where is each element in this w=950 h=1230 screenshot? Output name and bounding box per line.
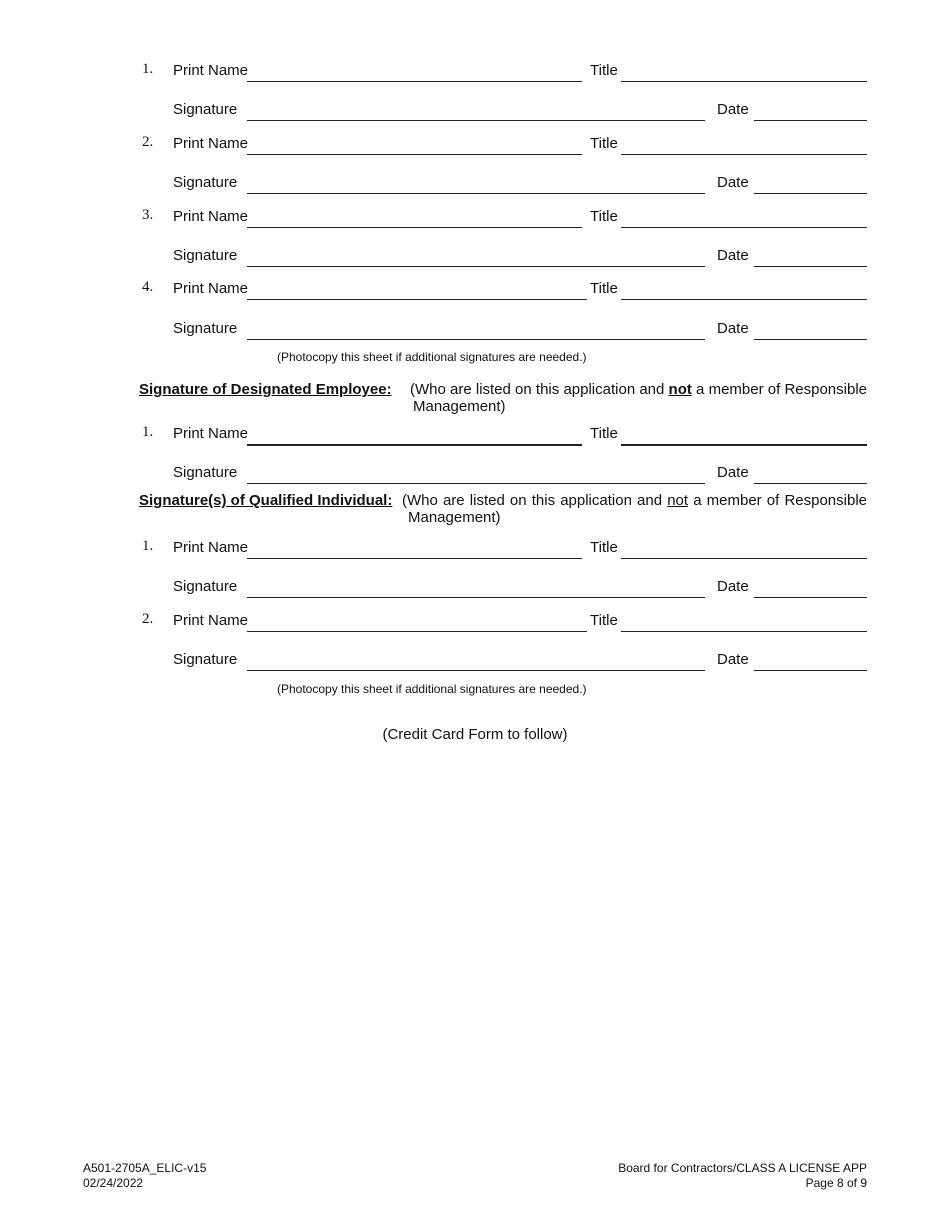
print-name-field[interactable] bbox=[247, 299, 587, 300]
signature-field[interactable] bbox=[247, 483, 705, 484]
footer-right bbox=[618, 1161, 867, 1191]
date-field[interactable] bbox=[754, 670, 867, 671]
designated-employee-heading: Signature of Designated Employee: bbox=[139, 381, 392, 398]
title-field[interactable] bbox=[621, 444, 867, 446]
print-name-field[interactable] bbox=[247, 81, 582, 82]
signature-field[interactable] bbox=[247, 266, 705, 267]
signature-field[interactable] bbox=[247, 339, 705, 340]
title-label: Title bbox=[590, 280, 618, 297]
date-field[interactable] bbox=[754, 266, 867, 267]
title-label: Title bbox=[590, 539, 618, 556]
date-label: Date bbox=[717, 651, 749, 668]
date-field[interactable] bbox=[754, 120, 867, 121]
date-field[interactable] bbox=[754, 339, 867, 340]
title-label: Title bbox=[590, 612, 618, 629]
title-label: Title bbox=[590, 425, 618, 442]
signature-label: Signature bbox=[173, 247, 238, 264]
qualified-individual-description: (Who are listed on this application and not a member of Responsible Management) bbox=[402, 492, 867, 526]
page-number: Page 8 of 9 bbox=[805, 1176, 867, 1190]
signature-label: Signature bbox=[173, 101, 238, 118]
entry-number: 1. bbox=[142, 61, 154, 77]
signature-label: Signature bbox=[173, 651, 238, 668]
signature-label: Signature bbox=[173, 578, 238, 595]
signature-field[interactable] bbox=[247, 670, 705, 671]
date-label: Date bbox=[717, 320, 749, 337]
date-field[interactable] bbox=[754, 193, 867, 194]
entry-number: 4. bbox=[142, 279, 154, 295]
entry-number: 1. bbox=[142, 424, 154, 440]
print-name-label: Print Name bbox=[173, 612, 249, 629]
title-label: Title bbox=[590, 62, 618, 79]
entry-number: 1. bbox=[142, 538, 154, 554]
print-name-label: Print Name bbox=[173, 208, 249, 225]
board-name: Board for Contractors/CLASS A LICENSE APP bbox=[618, 1161, 867, 1175]
date-label: Date bbox=[717, 578, 749, 595]
signature-field[interactable] bbox=[247, 193, 705, 194]
print-name-field[interactable] bbox=[247, 154, 582, 155]
credit-card-note: (Credit Card Form to follow) bbox=[382, 726, 568, 743]
entry-number: 2. bbox=[142, 134, 154, 150]
entry-number: 2. bbox=[142, 611, 154, 627]
print-name-label: Print Name bbox=[173, 280, 249, 297]
title-field[interactable] bbox=[621, 227, 867, 228]
title-label: Title bbox=[590, 135, 618, 152]
date-field[interactable] bbox=[754, 483, 867, 484]
photocopy-note: (Photocopy this sheet if additional signatures are needed.) bbox=[277, 682, 587, 696]
signature-field[interactable] bbox=[247, 120, 705, 121]
print-name-label: Print Name bbox=[173, 135, 249, 152]
title-field[interactable] bbox=[621, 631, 867, 632]
designated-employee-description: (Who are listed on this application and not a member of Responsible Management) bbox=[410, 381, 867, 415]
title-field[interactable] bbox=[621, 81, 867, 82]
photocopy-note: (Photocopy this sheet if additional signatures are needed.) bbox=[277, 350, 587, 364]
date-label: Date bbox=[717, 464, 749, 481]
title-field[interactable] bbox=[621, 299, 867, 300]
print-name-field[interactable] bbox=[247, 444, 582, 446]
date-label: Date bbox=[717, 101, 749, 118]
signature-label: Signature bbox=[173, 320, 238, 337]
form-date: 02/24/2022 bbox=[83, 1176, 144, 1190]
form-id: A501-2705A_ELIC-v15 bbox=[83, 1161, 207, 1175]
footer-left bbox=[83, 1161, 206, 1191]
entry-number: 3. bbox=[142, 207, 154, 223]
print-name-field[interactable] bbox=[247, 227, 582, 228]
print-name-label: Print Name bbox=[173, 62, 249, 79]
title-field[interactable] bbox=[621, 558, 867, 559]
qualified-individual-heading: Signature(s) of Qualified Individual: bbox=[139, 492, 393, 509]
date-label: Date bbox=[717, 247, 749, 264]
print-name-field[interactable] bbox=[247, 558, 582, 559]
signature-label: Signature bbox=[173, 464, 238, 481]
title-field[interactable] bbox=[621, 154, 867, 155]
print-name-field[interactable] bbox=[247, 631, 587, 632]
print-name-label: Print Name bbox=[173, 539, 249, 556]
date-label: Date bbox=[717, 174, 749, 191]
date-field[interactable] bbox=[754, 597, 867, 598]
signature-label: Signature bbox=[173, 174, 238, 191]
print-name-label: Print Name bbox=[173, 425, 249, 442]
signature-field[interactable] bbox=[247, 597, 705, 598]
title-label: Title bbox=[590, 208, 618, 225]
